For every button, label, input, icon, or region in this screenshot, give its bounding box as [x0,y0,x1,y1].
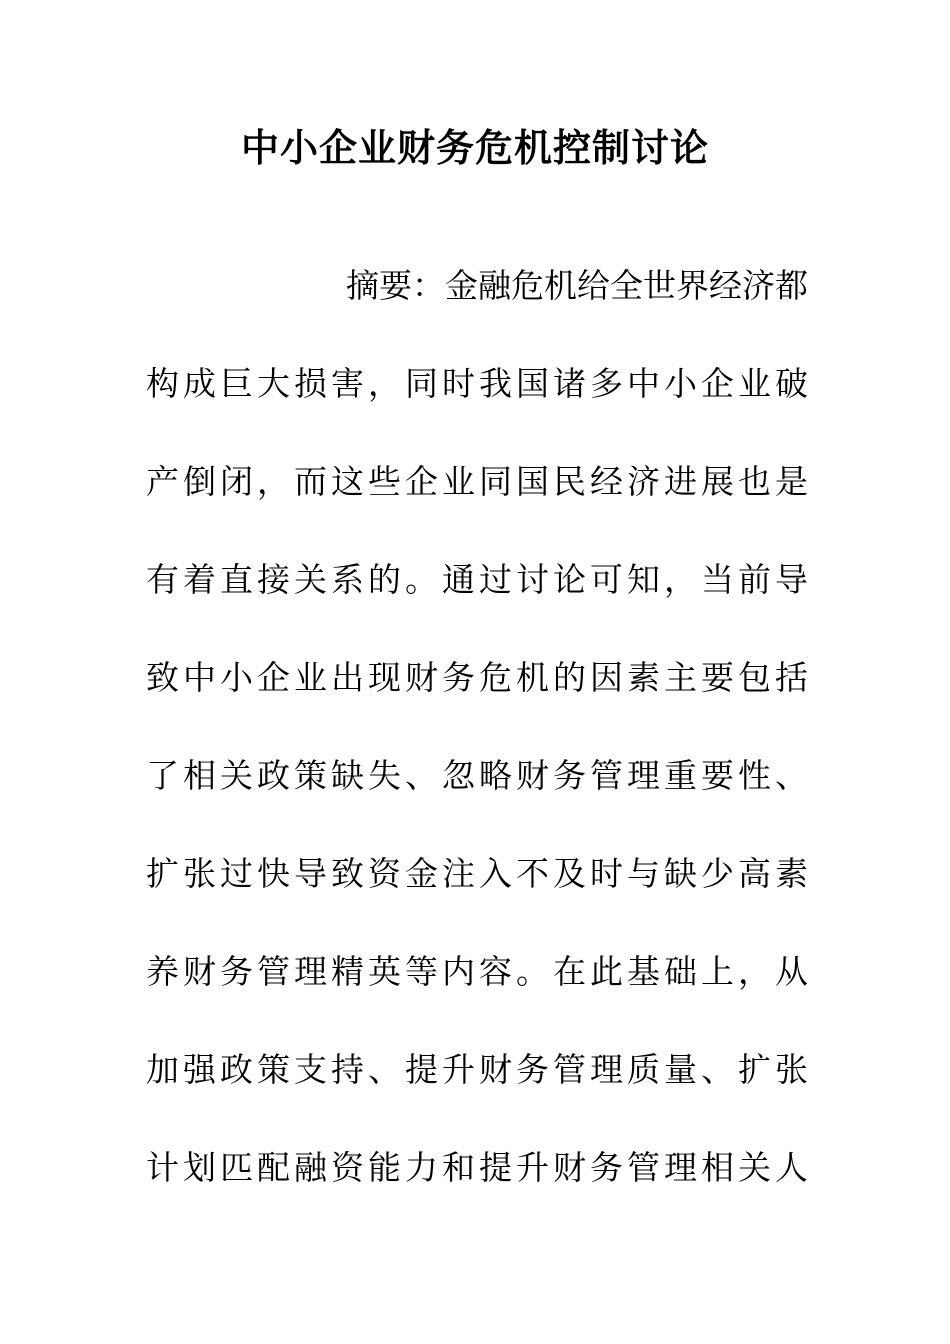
document-title: 中小企业财务危机控制讨论 [240,126,709,170]
paragraph-line-1: 摘要：金融危机给全世界经济都 [346,266,808,305]
paragraph-line-8: 养财务管理精英等内容。在此基础上，从 [146,952,808,991]
paragraph-line-7: 扩张过快导致资金注入不及时与缺少高素 [146,854,808,893]
paragraph-line-9: 加强政策支持、提升财务管理质量、扩张 [146,1050,808,1089]
paragraph-line-10: 计划匹配融资能力和提升财务管理相关人 [146,1148,808,1187]
paragraph-line-2: 构成巨大损害，同时我国诸多中小企业破 [146,364,808,403]
paragraph-line-3: 产倒闭，而这些企业同国民经济进展也是 [146,462,808,501]
paragraph-line-4: 有着直接关系的。通过讨论可知，当前导 [146,560,808,599]
abstract-paragraph [146,256,808,1236]
paragraph-line-5: 致中小企业出现财务危机的因素主要包括 [146,658,808,697]
paragraph-line-6: 了相关政策缺失、忽略财务管理重要性、 [146,756,808,795]
